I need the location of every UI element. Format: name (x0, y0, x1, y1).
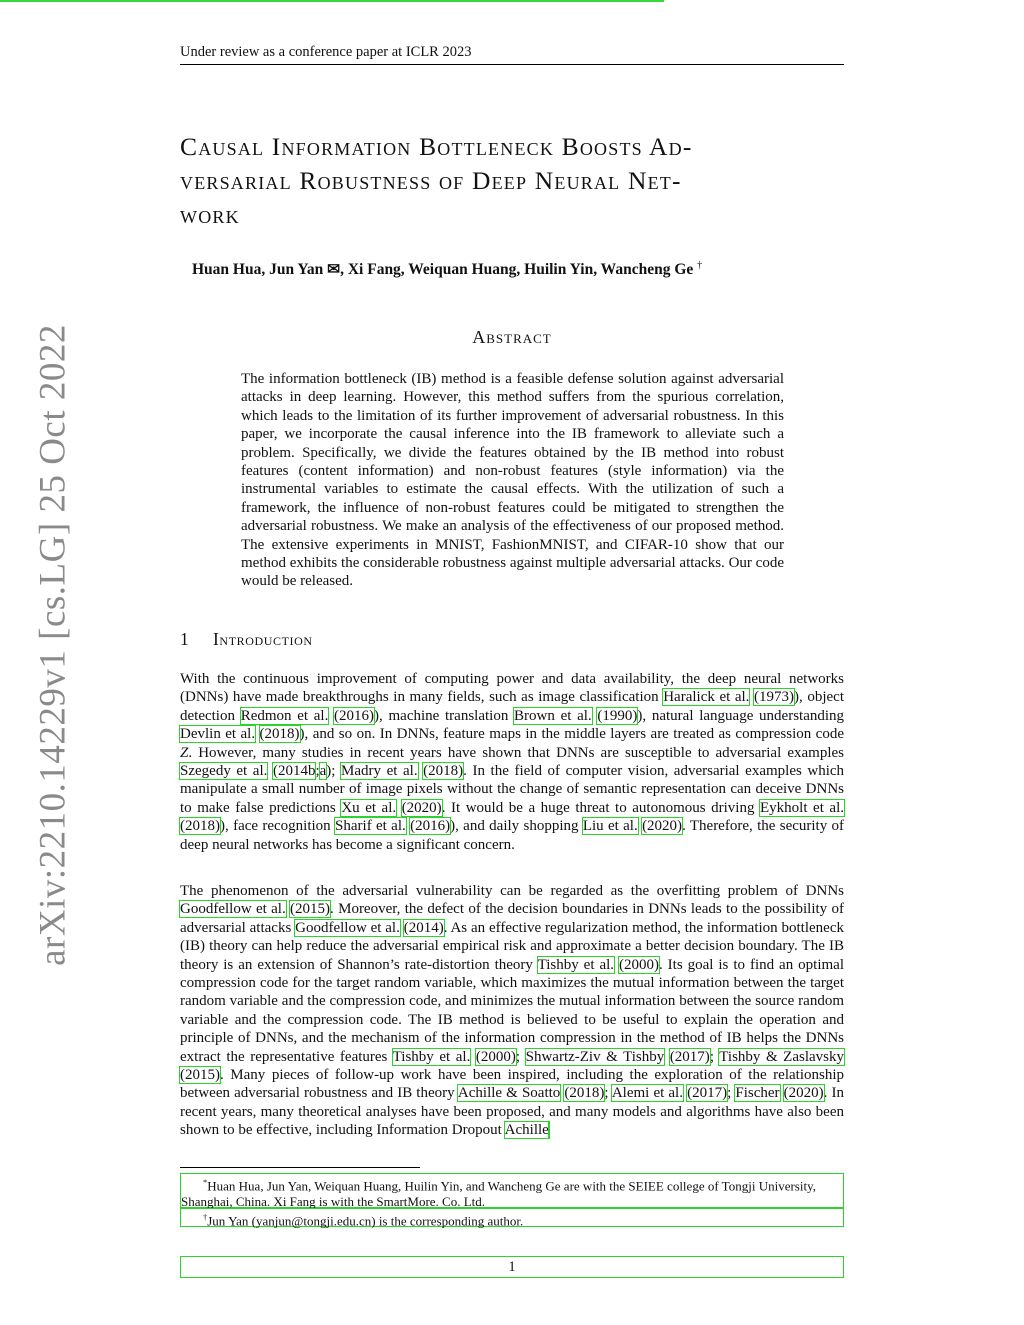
citation-link[interactable]: Eykholt et al. (760, 799, 845, 816)
citation-link[interactable]: Achille & Soatto (457, 1085, 561, 1102)
citation-link[interactable]: Xu et al. (341, 799, 397, 816)
text-run: ; (331, 763, 342, 780)
footnote-affiliations[interactable] (180, 1173, 844, 1208)
citation-year-link[interactable]: (2016) (410, 818, 451, 835)
running-header: Under review as a conference paper at ICLR 2023 (180, 44, 472, 60)
text-run: ), and so on. In DNNs, feature maps in the middle layers are treated as compression code (299, 726, 845, 743)
citation-year-link[interactable]: (2018) (564, 1085, 605, 1102)
footnote-marker: † (203, 1212, 208, 1222)
citation-year-link[interactable]: (2020) (642, 818, 683, 835)
header-rule (180, 64, 844, 65)
reading-progress-bar (0, 0, 664, 2)
citation-year-link[interactable]: (2000) (618, 956, 659, 973)
title-line-1: Causal Information Bottleneck Boosts Ad- (180, 132, 693, 161)
author-footnote-marker: † (697, 260, 703, 271)
text-run: . Its goal is to find an optimal compression code for the target random variable, which maximizes the mutual information between the target random variable and the compression code, and minimizes the mutual information between the source random variable and the compression code. The IB method is believed to be useful to explain the operation and principle of DNNs, and the mechanism of the information compression in the method of IB helps the DNNs extract the representative features (180, 956, 844, 1065)
citation-year-link[interactable]: (2014b (272, 763, 316, 780)
citation-link[interactable]: Devlin et al. (180, 726, 256, 743)
footnote-text (181, 1209, 843, 1229)
citation-link[interactable]: Szegedy et al. (180, 763, 268, 780)
section-number: 1 (180, 629, 190, 649)
citation-year-link[interactable]: (1973) (754, 689, 795, 706)
citation-year-link[interactable]: (2016) (334, 707, 375, 724)
footnote-marker: * (203, 1177, 208, 1187)
text-run: . As an effective regularization method, the information bottleneck (IB) theory can help reduce the adversarial empirical risk and approximate a better decision boundary. The IB theory is an extension of Shannon’s rate-distortion theory (180, 919, 844, 973)
citation-link[interactable]: Tishby & Zaslavsky (719, 1048, 845, 1065)
citation-year-link[interactable]: (2014) (403, 919, 444, 936)
citation-link[interactable]: Shwartz-Ziv & Tishby (525, 1048, 665, 1065)
title-line-3: work (180, 200, 240, 229)
text-run: ), machine translation (374, 707, 515, 724)
text-run: ), natural language understanding (637, 707, 845, 724)
citation-year-link[interactable]: (2018) (259, 726, 300, 743)
arxiv-identifier-stamp: arXiv:2210.14229v1 [cs.LG] 25 Oct 2022 (32, 324, 74, 966)
text-run: ; (709, 1048, 720, 1065)
footnote-corresponding-author[interactable] (180, 1208, 844, 1227)
section-heading (180, 629, 313, 650)
citation-link[interactable]: Sharif et al. (335, 818, 406, 835)
citation-year-link[interactable]: (1990) (597, 707, 638, 724)
citation-link[interactable]: Redmon et al. (240, 707, 329, 724)
author-names: Huan Hua, Jun Yan ✉, Xi Fang, Weiquan Huang, Huilin Yin, Wancheng Ge (192, 261, 694, 279)
text-run (664, 1049, 670, 1065)
text-run: ; (604, 1085, 612, 1102)
footnote-body: Huan Hua, Jun Yan, Weiquan Huang, Huilin Yin, and Wancheng Ge are with the SEIEE college of Tongji University, Shanghai, China. Xi Fang is with the SmartMore. Co. Ltd. (181, 1178, 816, 1210)
citation-link[interactable]: Liu et al. (582, 818, 638, 835)
citation-link[interactable]: Goodfellow et al. (295, 919, 400, 936)
text-run: With the continuous improvement of computing power and data availability, the deep neural networks (DNNs) have made breakthroughs in many fields, such as image classification (180, 671, 844, 706)
citation-link[interactable]: Brown et al. (514, 707, 592, 724)
abstract-body: The information bottleneck (IB) method is a feasible defense solution against adversarial attacks in deep learning. However, this method suffers from the spurious correlation, which leads to the limitation of its further improvement of adversarial robustness. In this paper, we incorporate the causal inference into the IB framework to alleviate such a problem. Specifically, we divide the features obtained by the IB method into robust features (content information) and non-robust features (style information) via the instrumental variables to estimate the causal effects. With the utilization of such a framework, the influence of non-robust features could be mitigated to strengthen the adversarial robustness. We make an analysis of the effectiveness of our proposed method. The extensive experiments in MNIST, FashionMNIST, and CIFAR-10 show that our method exhibits the considerable robustness against multiple adversarial attacks. Our code would be released. (241, 371, 784, 590)
citation-link[interactable]: Goodfellow et al. (180, 901, 286, 918)
footnote-text (181, 1174, 843, 1210)
text-run: ) (326, 763, 332, 780)
intro-paragraph-2 (180, 882, 844, 1140)
citation-year-link[interactable]: (2015) (290, 901, 331, 918)
text-run: . Moreover, the defect of the decision boundaries in DNNs leads to the possibility of adversarial attacks (180, 901, 844, 936)
text-run: ), object detection (180, 689, 845, 724)
text-run: ; (515, 1048, 526, 1065)
citation-link[interactable]: Madry et al. (341, 763, 418, 780)
text-run: . Many pieces of follow-up work have been inspired, including the exploration of the relationship between adversarial robustness and IB theory (180, 1067, 844, 1102)
intro-paragraph-1 (180, 670, 844, 854)
text-run: ), face recognition (220, 818, 336, 835)
footnote-body: Jun Yan (yanjun@tongji.edu.cn) is the corresponding author. (207, 1213, 524, 1229)
citation-year-link[interactable]: (2018) (180, 818, 220, 835)
text-run: ; (315, 763, 320, 780)
citation-link[interactable]: Tishby et al. (392, 1048, 471, 1065)
footnote-rule (180, 1167, 420, 1168)
text-run: . Therefore, the security of deep neural networks has become a significant concern. (180, 818, 845, 853)
text-run: ; (727, 1085, 736, 1102)
citation-year-link[interactable]: (2018) (423, 763, 464, 780)
citation-year-link[interactable]: (2000) (475, 1048, 516, 1065)
text-run: . In recent years, many theoretical analyses have been proposed, and many models and algorithms have also been shown to be effective, including Information Dropout (180, 1085, 844, 1139)
citation-year-link[interactable]: (2020) (401, 799, 442, 816)
citation-link[interactable]: Tishby et al. (537, 956, 615, 973)
text-run: . It would be a huge threat to autonomous driving (441, 799, 761, 816)
text-run (396, 800, 402, 816)
citation-year-link[interactable]: a (319, 763, 327, 780)
citation-link[interactable]: Achille (504, 1122, 549, 1139)
page-number[interactable]: 1 (180, 1256, 844, 1278)
text-run (255, 726, 259, 742)
section-title: Introduction (213, 629, 313, 649)
abstract-heading: Abstract (472, 327, 552, 347)
author-list (192, 260, 702, 279)
text-run: The phenomenon of the adversarial vulnerability can be regarded as the overfitting problem of DNNs (180, 883, 844, 899)
citation-link[interactable]: Alemi et al. (611, 1085, 683, 1102)
citation-year-link[interactable]: (2020) (783, 1085, 824, 1102)
math-symbol: Z (180, 744, 189, 761)
text-run: . In the field of computer vision, adversarial examples which manipulate a small number of image pixels without the change of semantic representation can deceive DNNs to make false predictions (180, 763, 845, 816)
paper-title (180, 130, 846, 232)
title-line-2: versarial Robustness of Deep Neural Net- (180, 166, 682, 195)
citation-link[interactable]: Haralick et al. (663, 689, 750, 706)
citation-year-link[interactable]: (2017) (687, 1085, 728, 1102)
citation-year-link[interactable]: (2015) (180, 1067, 220, 1084)
text-run: ), and daily shopping (450, 818, 583, 835)
citation-year-link[interactable]: (2017) (669, 1048, 710, 1065)
citation-link[interactable]: Fischer (735, 1085, 780, 1102)
text-run: . However, many studies in recent years have shown that DNNs are susceptible to adversarial examples (188, 744, 844, 761)
